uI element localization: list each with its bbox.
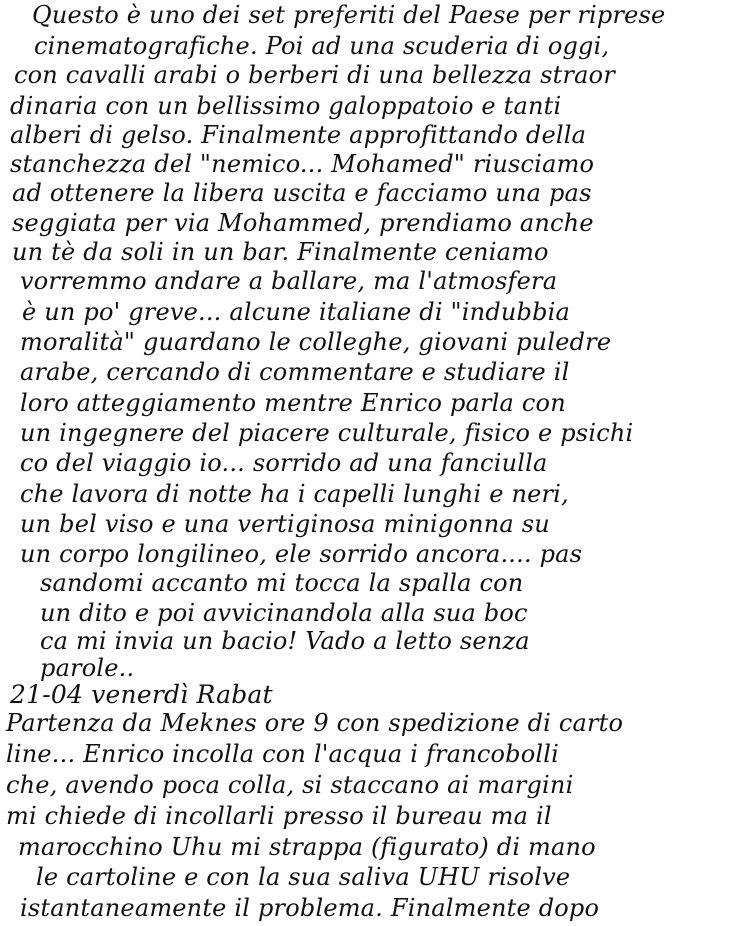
text-line: stanchezza del "nemico... Mohamed" riusciamo [10, 150, 595, 178]
text-line: un corpo longilineo, ele sorrido ancora.... pas [20, 540, 583, 568]
text-line: parole.. [40, 654, 135, 682]
text-line: è un po' greve... alcune italiane di "indubbia [22, 298, 571, 326]
text-line: le cartoline e con la sua saliva UHU risolve [36, 863, 571, 891]
text-line: Partenza da Meknes ore 9 con spedizione di carto [6, 709, 624, 737]
text-line: istantaneamente il problema. Finalmente dopo [20, 894, 600, 922]
text-line: un ingegnere del piacere culturale, fisico e psichi [20, 419, 634, 447]
text-line: con cavalli arabi o berberi di una bellezza straor [14, 61, 615, 89]
text-line: seggiata per via Mohammed, prendiamo anche [12, 209, 594, 237]
text-line: che lavora di notte ha i capelli lunghi e neri, [20, 480, 569, 508]
text-line: alberi di gelso. Finalmente approfittando della [10, 121, 587, 149]
text-line: ad ottenere la libera uscita e facciamo una pas [12, 179, 592, 207]
text-line: moralità" guardano le colleghe, giovani puledre [20, 328, 612, 356]
text-line: co del viaggio io... sorrido ad una fanciulla [20, 449, 548, 477]
text-line: Questo è uno dei set preferiti del Paese per riprese [32, 1, 666, 29]
text-line: ca mi invia un bacio! Vado a letto senza [40, 627, 530, 655]
text-line: arabe, cercando di commentare e studiare il [20, 358, 570, 386]
text-line: cinematografiche. Poi ad una scuderia di oggi, [34, 32, 610, 60]
entry-date-heading: 21-04 venerdì Rabat [10, 680, 273, 709]
text-line: un bel viso e una vertiginosa minigonna su [20, 510, 550, 538]
text-line: un dito e poi avvicinandola alla sua boc [40, 599, 528, 627]
text-line: mi chiede di incollarli presso il bureau ma il [6, 802, 552, 830]
text-line: loro atteggiamento mentre Enrico parla con [20, 389, 566, 417]
text-line: che, avendo poca colla, si staccano ai margini [6, 771, 574, 799]
text-line: marocchino Uhu mi strappa (figurato) di mano [18, 833, 596, 861]
text-line: sandomi accanto mi tocca la spalla con [40, 569, 524, 597]
text-line: vorremmo andare a ballare, ma l'atmosfera [20, 267, 558, 295]
text-line: un tè da soli in un bar. Finalmente ceniamo [12, 238, 549, 266]
text-line: line... Enrico incolla con l'acqua i francobolli [6, 740, 559, 768]
text-line: dinaria con un bellissimo galoppatoio e tanti [10, 92, 562, 120]
